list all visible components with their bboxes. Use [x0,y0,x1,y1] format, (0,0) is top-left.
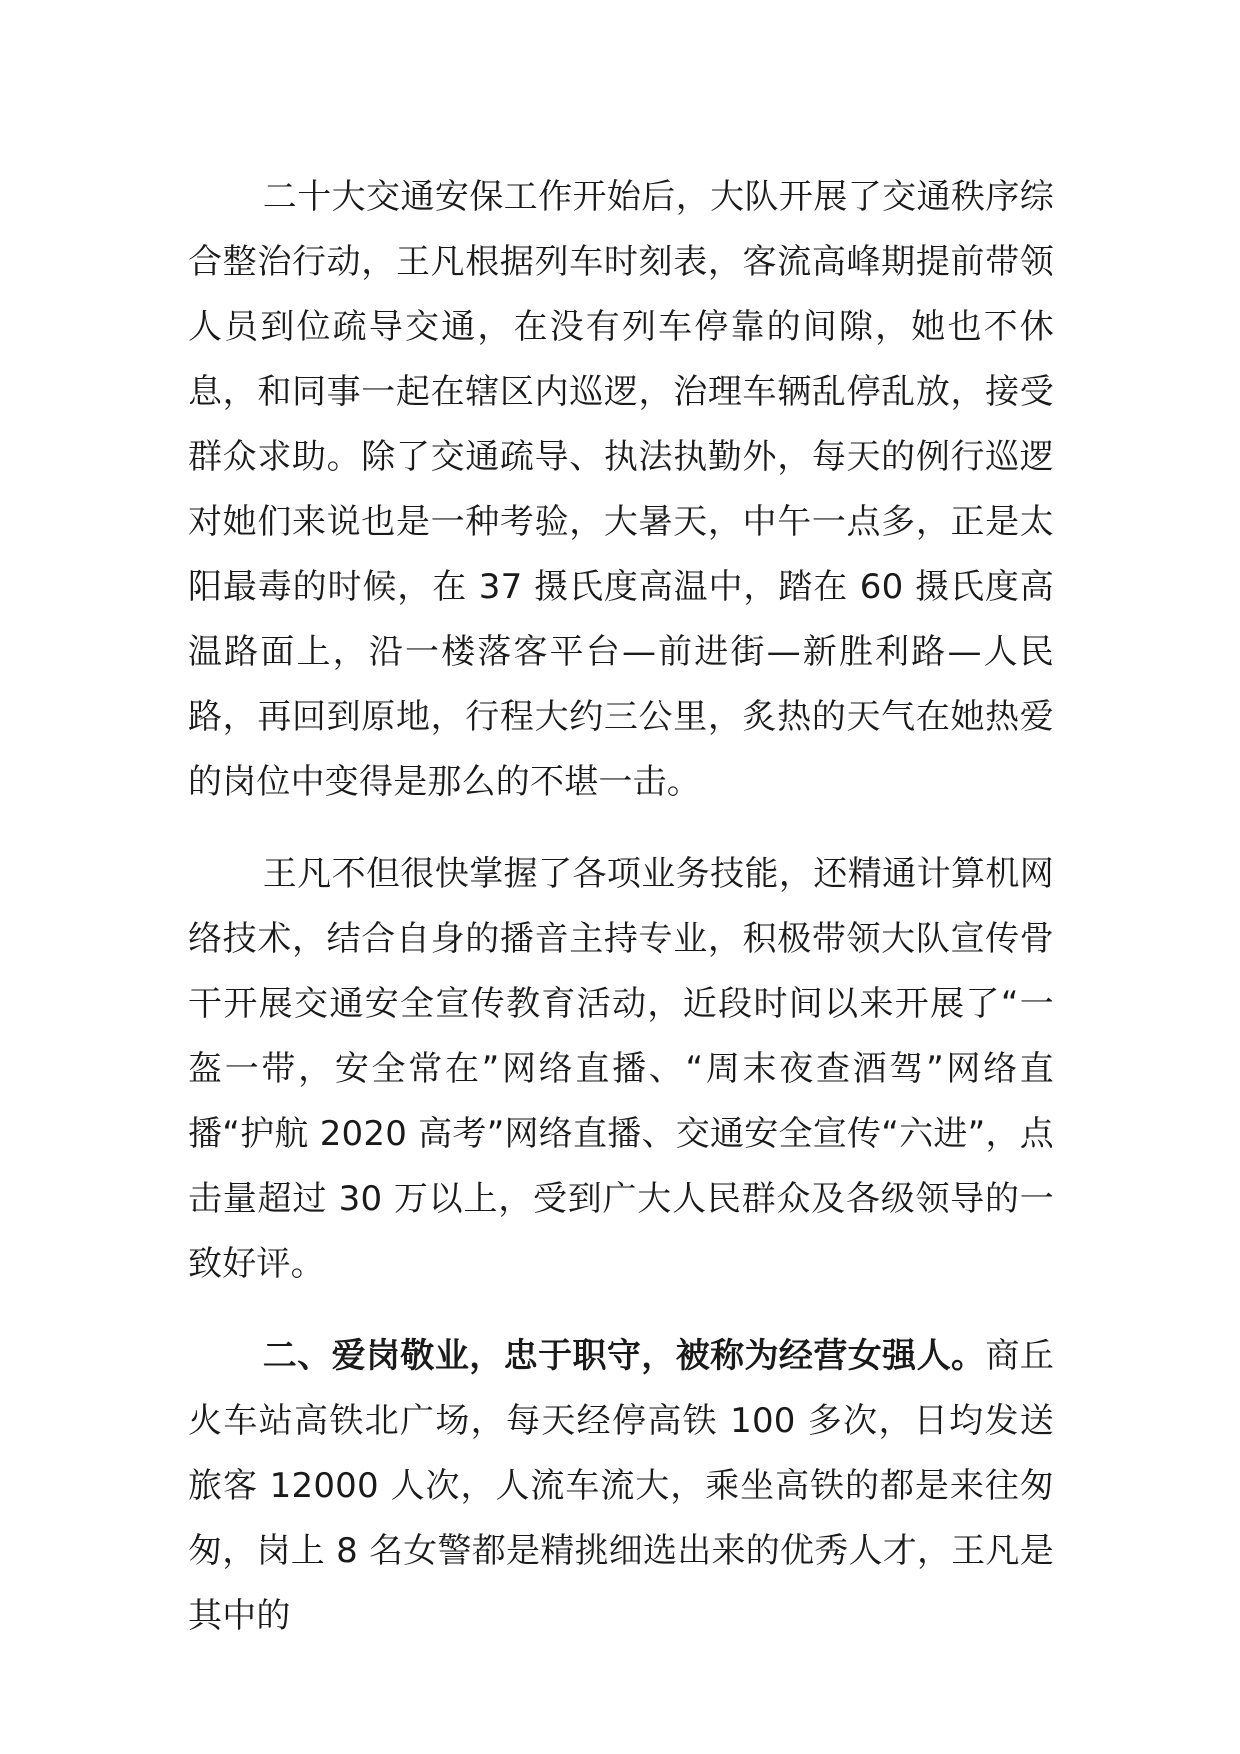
document-body [188,165,1054,1676]
paragraph-1 [188,165,1054,815]
paragraph-2-text: 王凡不但很快掌握了各项业务技能，还精通计算机网络技术，结合自身的播音主持专业，积极带领大队宣传骨干开展交通安全宣传教育活动，近段时间以来开展了“一盔一带，安全常在”网络直播、“周末夜查酒驾”网络直播“护航 2020 高考”网络直播、交通安全宣传“六进”，点击量超过 30 万以上，受到广大人民群众及各级领导的一致好评。 [188,854,1054,1284]
paragraph-2 [188,842,1054,1297]
paragraph-1-text: 二十大交通安保工作开始后，大队开展了交通秩序综合整治行动，王凡根据列车时刻表，客流高峰期提前带领人员到位疏导交通，在没有列车停靠的间隙，她也不休息，和同事一起在辖区内巡逻，治理车辆乱停乱放，接受群众求助。除了交通疏导、执法执勤外，每天的例行巡逻对她们来说也是一种考验，大暑天，中午一点多，正是太阳最毒的时候，在 37 摄氏度高温中，踏在 60 摄氏度高温路面上，沿一楼落客平台—前进街—新胜利路—人民路，再回到原地，行程大约三公里，炙热的天气在她热爱的岗位中变得是那么的不堪一击。 [188,177,1054,802]
section-heading-2: 二、爱岗敬业，忠于职守，被称为经营女强人。 [262,1336,986,1376]
paragraph-3-text: 商丘火车站高铁北广场，每天经停高铁 100 多次，日均发送旅客 12000 人次，人流车流大，乘坐高铁的都是来往匆匆，岗上 8 名女警都是精挑细选出来的优秀人才，王凡是其中的 [188,1336,1054,1636]
paragraph-3 [188,1324,1054,1649]
